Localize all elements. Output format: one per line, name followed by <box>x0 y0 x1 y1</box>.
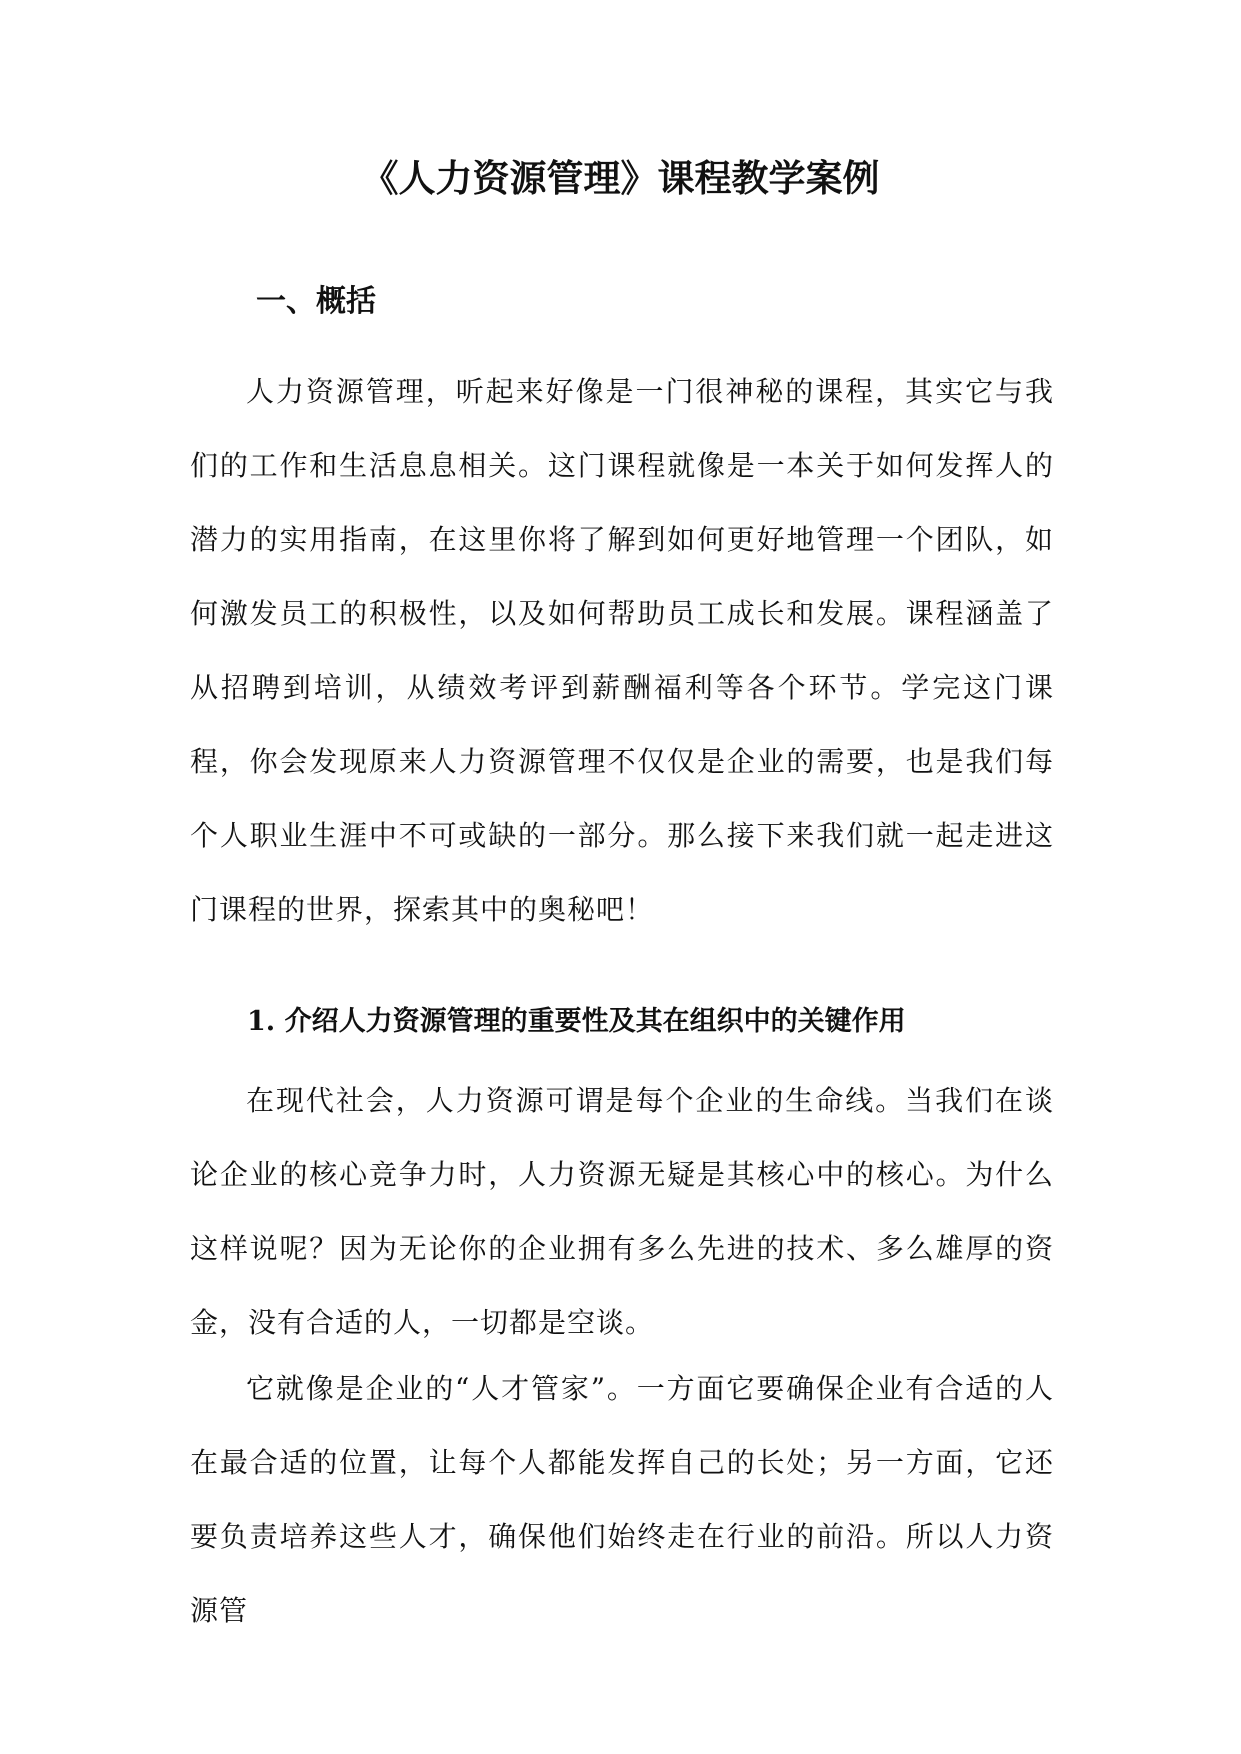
importance-paragraph-1: 在现代社会，人力资源可谓是每个企业的生命线。当我们在谈论企业的核心竞争力时，人力资源无疑是其核心中的核心。为什么这样说呢？因为无论你的企业拥有多么先进的技术、多么雄厚的资金，没有合适的人，一切都是空谈。 <box>190 1084 1054 1339</box>
overview-paragraph: 人力资源管理，听起来好像是一门很神秘的课程，其实它与我们的工作和生活息息相关。这门课程就像是一本关于如何发挥人的潜力的实用指南，在这里你将了解到如何更好地管理一个团队，如何激发员工的积极性，以及如何帮助员工成长和发展。课程涵盖了从招聘到培训，从绩效考评到薪酬福利等各个环节。学完这门课程，你会发现原来人力资源管理不仅仅是企业的需要，也是我们每个人职业生涯中不可或缺的一部分。那么接下来我们就一起走进这门课程的世界，探索其中的奥秘吧！ <box>190 375 1054 926</box>
document-title: 《人力资源管理》课程教学案例 <box>361 156 880 200</box>
section-heading-overview: 一、概括 <box>256 284 376 319</box>
subsection-heading-importance: 1. 介绍人力资源管理的重要性及其在组织中的关键作用 <box>247 1006 906 1037</box>
importance-paragraph-2: 它就像是企业的“人才管家”。一方面它要确保企业有合适的人在最合适的位置，让每个人都能发挥自己的长处；另一方面，它还要负责培养这些人才，确保他们始终走在行业的前沿。所以人力资源管 <box>190 1372 1054 1627</box>
